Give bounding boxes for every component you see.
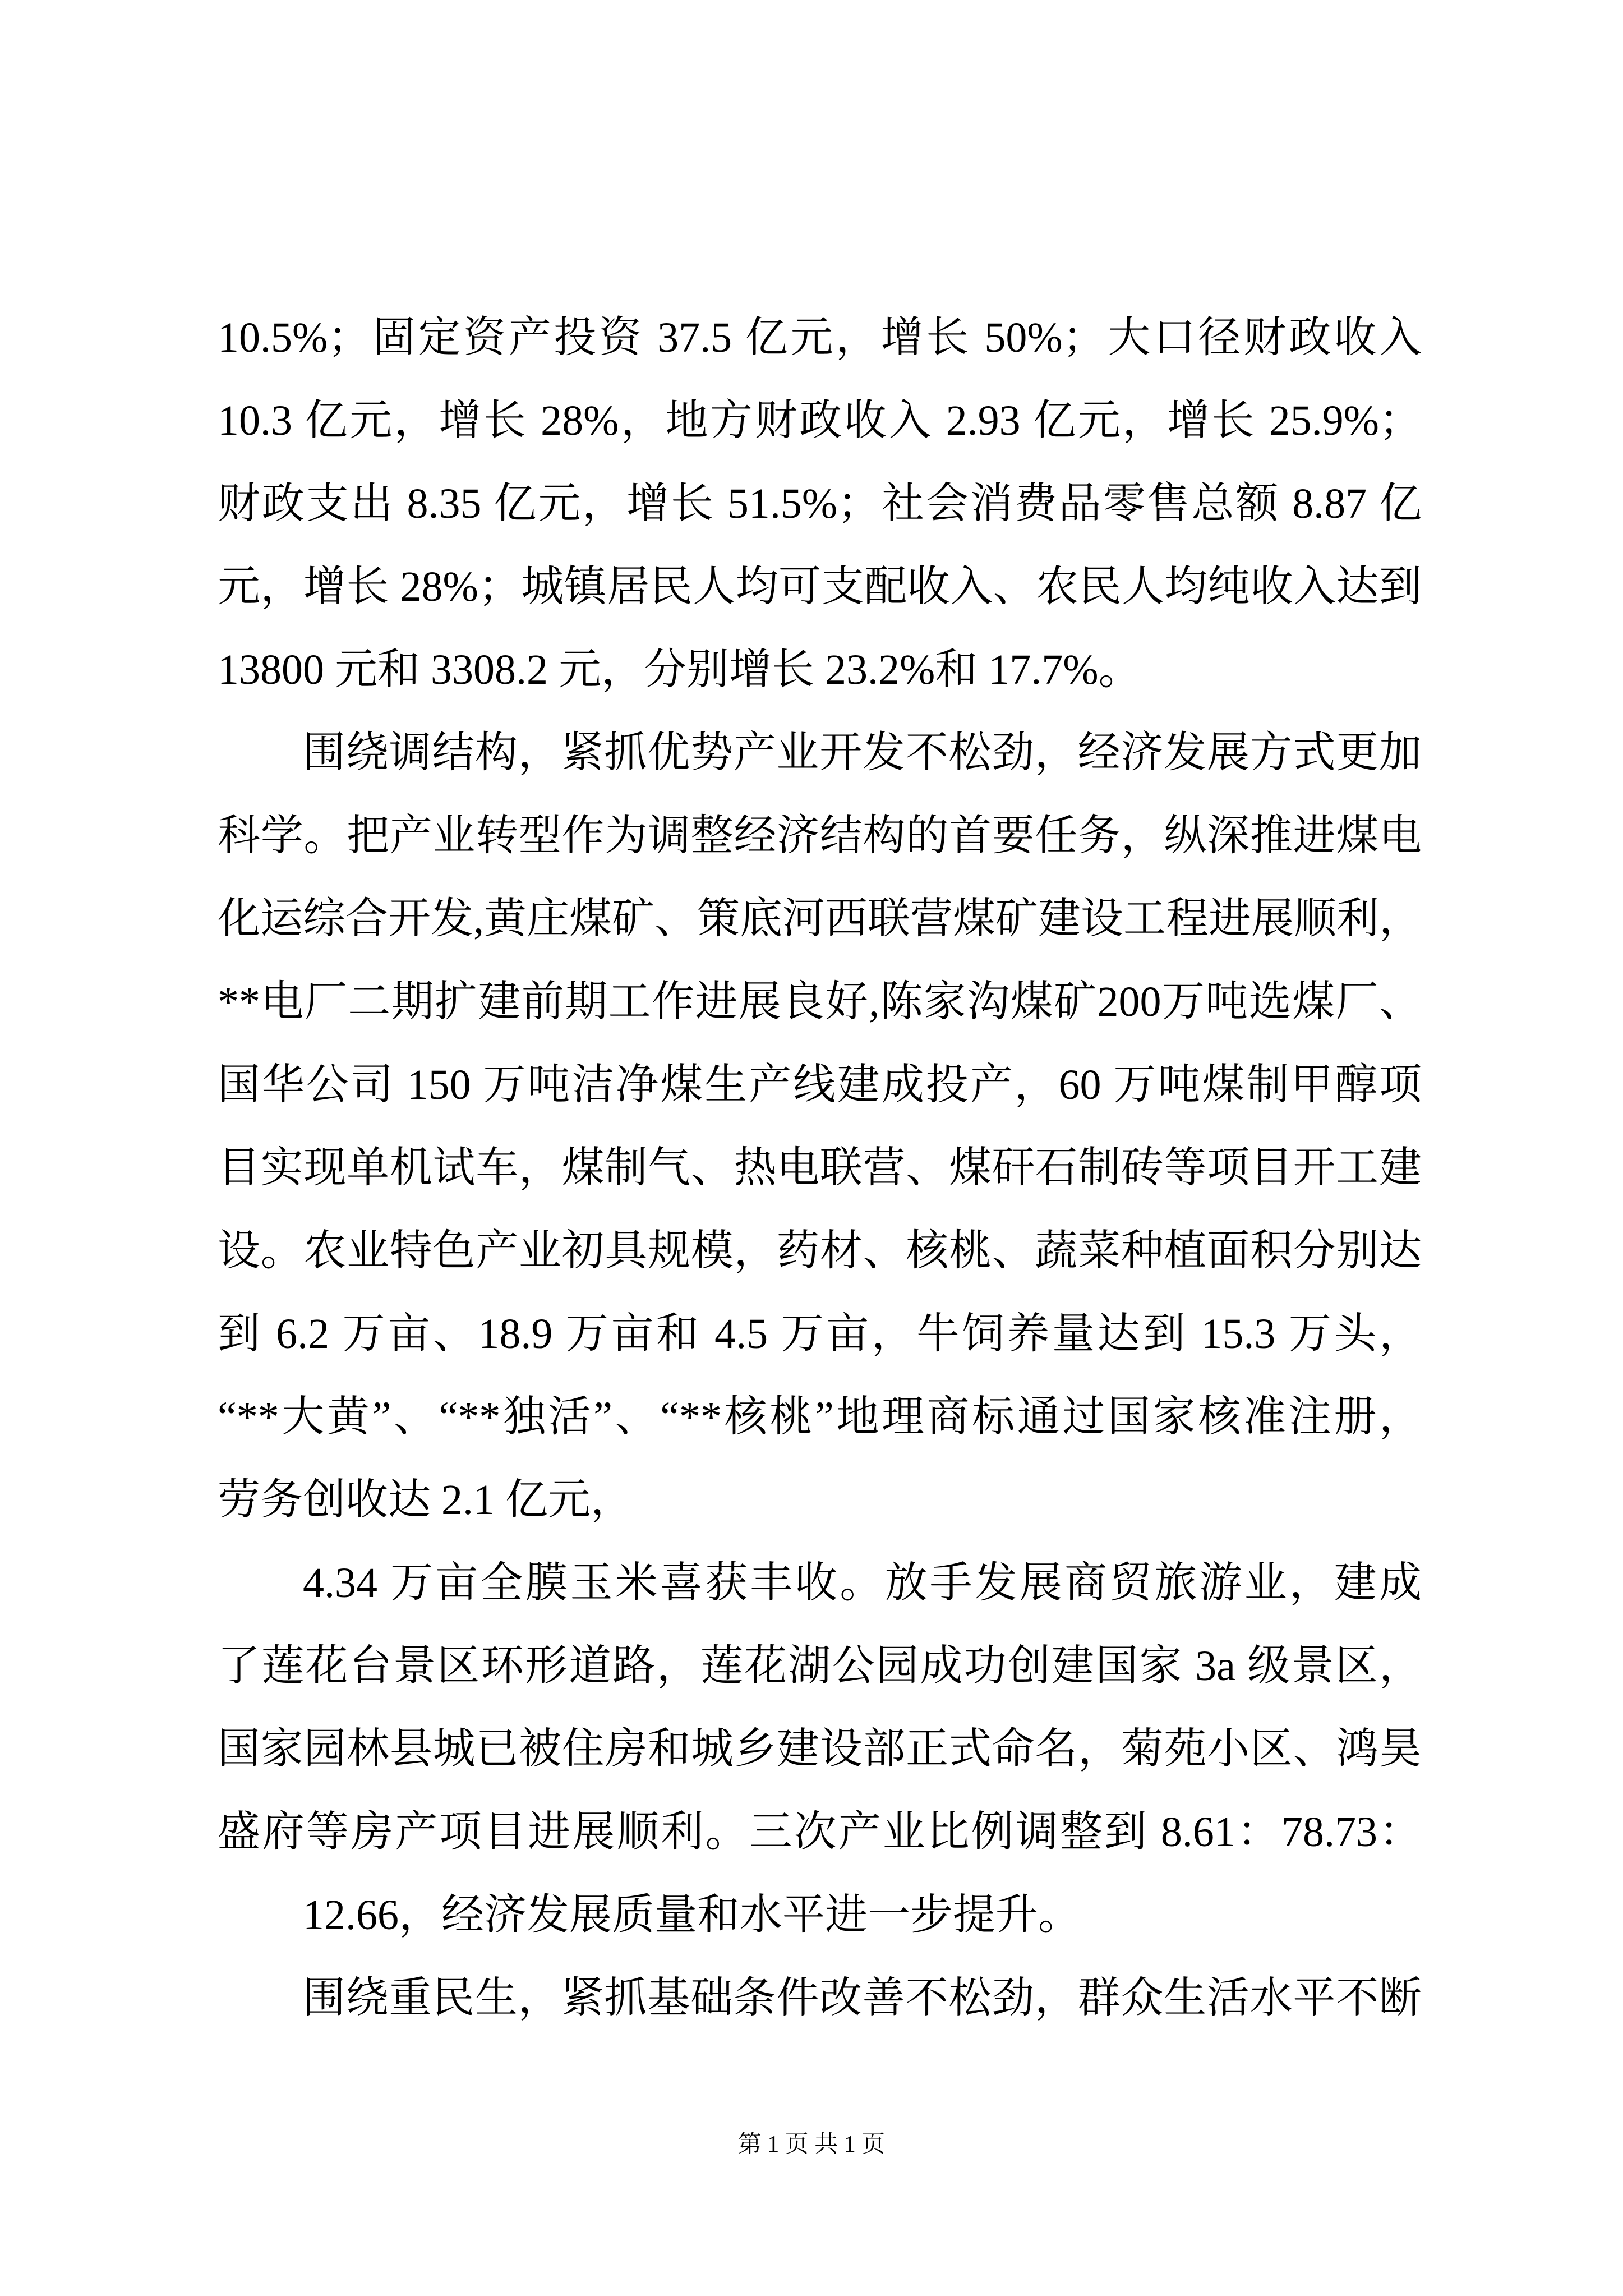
text-line: 设。农业特色产业初具规模，药材、核桃、蔬菜种植面积分别达 [218,1227,1422,1274]
text-line: 劳务创收达 2.1 亿元， [218,1476,633,1524]
text-line: “**大黄”、“**独活”、“**核桃”地理商标通过国家核准注册， [218,1393,1422,1441]
text-line: 到 6.2 万亩、18.9 万亩和 4.5 万亩，牛饲养量达到 15.3 万头， [218,1310,1422,1358]
text-line: 财政支出 8.35 亿元，增长 51.5%；社会消费品零售总额 8.87 亿 [218,480,1422,527]
text-line: 元，增长 28%；城镇居民人均可支配收入、农民人均纯收入达到 [218,563,1422,610]
text-line: 12.66，经济发展质量和水平进一步提升。 [303,1892,1081,1939]
paragraph [218,1957,1479,2040]
paragraph [218,711,1479,1542]
text-line: 盛府等房产项目进展顺利。三次产业比例调整到 8.61：78.73： [218,1809,1422,1856]
text-line: 目实现单机试车，煤制气、热电联营、煤矸石制砖等项目开工建 [218,1144,1422,1191]
text-line: 科学。把产业转型作为调整经济结构的首要任务，纵深推进煤电 [218,812,1422,859]
paragraph [218,296,1479,711]
paragraph [218,1542,1479,1874]
text-line: 围绕调结构，紧抓优势产业开发不松劲，经济发展方式更加 [303,729,1422,776]
text-line: 13800 元和 3308.2 元，分别增长 23.2%和 17.7%。 [218,646,1141,693]
text-line: 国家园林县城已被住房和城乡建设部正式命名，菊苑小区、鸿昊 [218,1726,1422,1773]
page-number-footer: 第 1 页 共 1 页 [737,2132,886,2157]
document-body [218,296,1479,2040]
text-line: 10.3 亿元，增长 28%，地方财政收入 2.93 亿元，增长 25.9%； [218,397,1422,444]
text-line: 了莲花台景区环形道路，莲花湖公园成功创建国家 3a 级景区， [218,1642,1422,1690]
paragraph [218,1874,1479,1957]
text-line: **电厂二期扩建前期工作进展良好,陈家沟煤矿200万吨选煤厂、 [218,978,1422,1025]
text-line: 10.5%；固定资产投资 37.5 亿元，增长 50%；大口径财政收入 [218,314,1422,361]
text-line: 国华公司 150 万吨洁净煤生产线建成投产，60 万吨煤制甲醇项 [218,1061,1422,1108]
text-line: 化运综合开发,黄庄煤矿、策底河西联营煤矿建设工程进展顺利， [218,895,1422,942]
text-line: 4.34 万亩全膜玉米喜获丰收。放手发展商贸旅游业，建成 [303,1559,1422,1607]
text-line: 围绕重民生，紧抓基础条件改善不松劲，群众生活水平不断 [303,1975,1422,2022]
